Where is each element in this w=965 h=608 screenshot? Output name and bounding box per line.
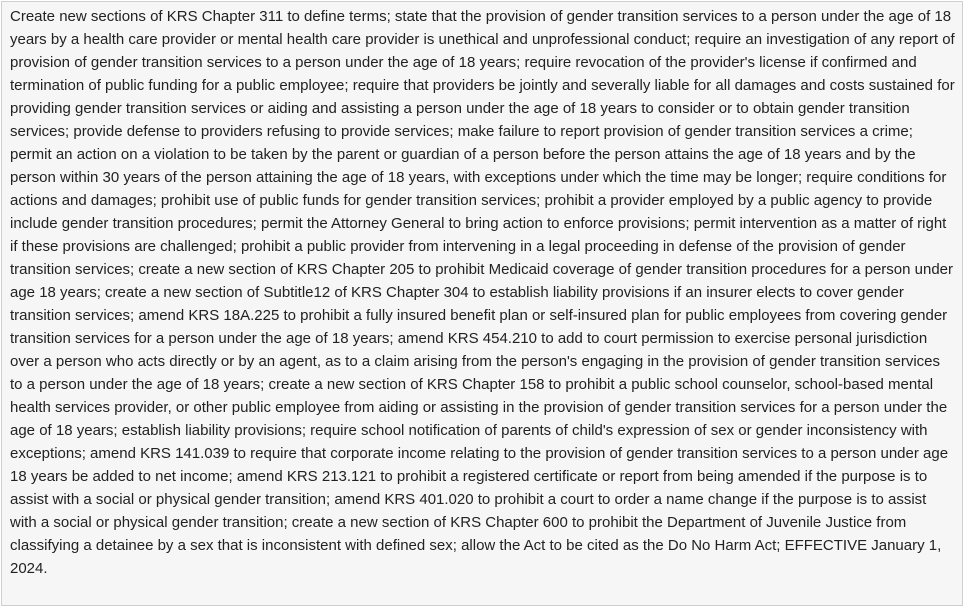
bill-summary-text: Create new sections of KRS Chapter 311 to define terms; state that the provision of gender transition services to a person under the age of 18 years by a health care provider or mental health care provider is unethical and unprofessional conduct; require an investigation of any report of provision of gender transition services to a person under the age of 18 years; require revocation of the provider's license if confirmed and termination of public funding for a public employee; require that providers be jointly and severally liable for all damages and costs sustained for providing gender transition services or aiding and assisting a person under the age of 18 years to consider or to obtain gender transition services; provide defense to providers refusing to provide services; make failure to report provision of gender transition services a crime; permit an action on a violation to be taken by the parent or guardian of a person before the person attains the age of 18 years and by the person within 30 years of the person attaining the age of 18 years, with exceptions under which the time may be longer; require conditions for actions and damages; prohibit use of public funds for gender transition services; prohibit a provider employed by a public agency to provide include gender transition procedures; permit the Attorney General to bring action to enforce provisions; permit intervention as a matter of right if these provisions are challenged; prohibit a public provider from intervening in a legal proceeding in defense of the provision of gender transition services; create a new section of KRS Chapter 205 to prohibit Medicaid coverage of gender transition procedures for a person under age 18 years; create a new section of Subtitle12 of KRS Chapter 304 to establish liability provisions if an insurer elects to cover gender transition services; amend KRS 18A.225 to prohibit a fully insured benefit plan or self-insured plan for public employees from covering gender transition services for a person under the age of 18 years; amend KRS 454.210 to add to court permission to exercise personal jurisdiction over a person who acts directly or by an agent, as to a claim arising from the person's engaging in the provision of gender transition services to a person under the age of 18 years; create a new section of KRS Chapter 158 to prohibit a public school counselor, school-based mental health services provider, or other public employee from aiding or assisting in the provision of gender transition services for a person under the age of 18 years; establish liability provisions; require school notification of parents of child's expression of sex or gender inconsistency with exceptions; amend KRS 141.039 to require that corporate income relating to the provision of gender transition services to a person under age 18 years be added to net income; amend KRS 213.121 to prohibit a registered certificate or report from being amended if the purpose is to assist with a social or physical gender transition; amend KRS 401.020 to prohibit a court to order a name change if the purpose is to assist with a social or physical gender transition; create a new section of KRS Chapter 600 to prohibit the Department of Juvenile Justice from classifying a detainee by a sex that is inconsistent with defined sex; allow the Act to be cited as the Do No Harm Act; EFFECTIVE January 1, 2024. <box>10 8 955 577</box>
bill-summary-box <box>1 1 963 606</box>
